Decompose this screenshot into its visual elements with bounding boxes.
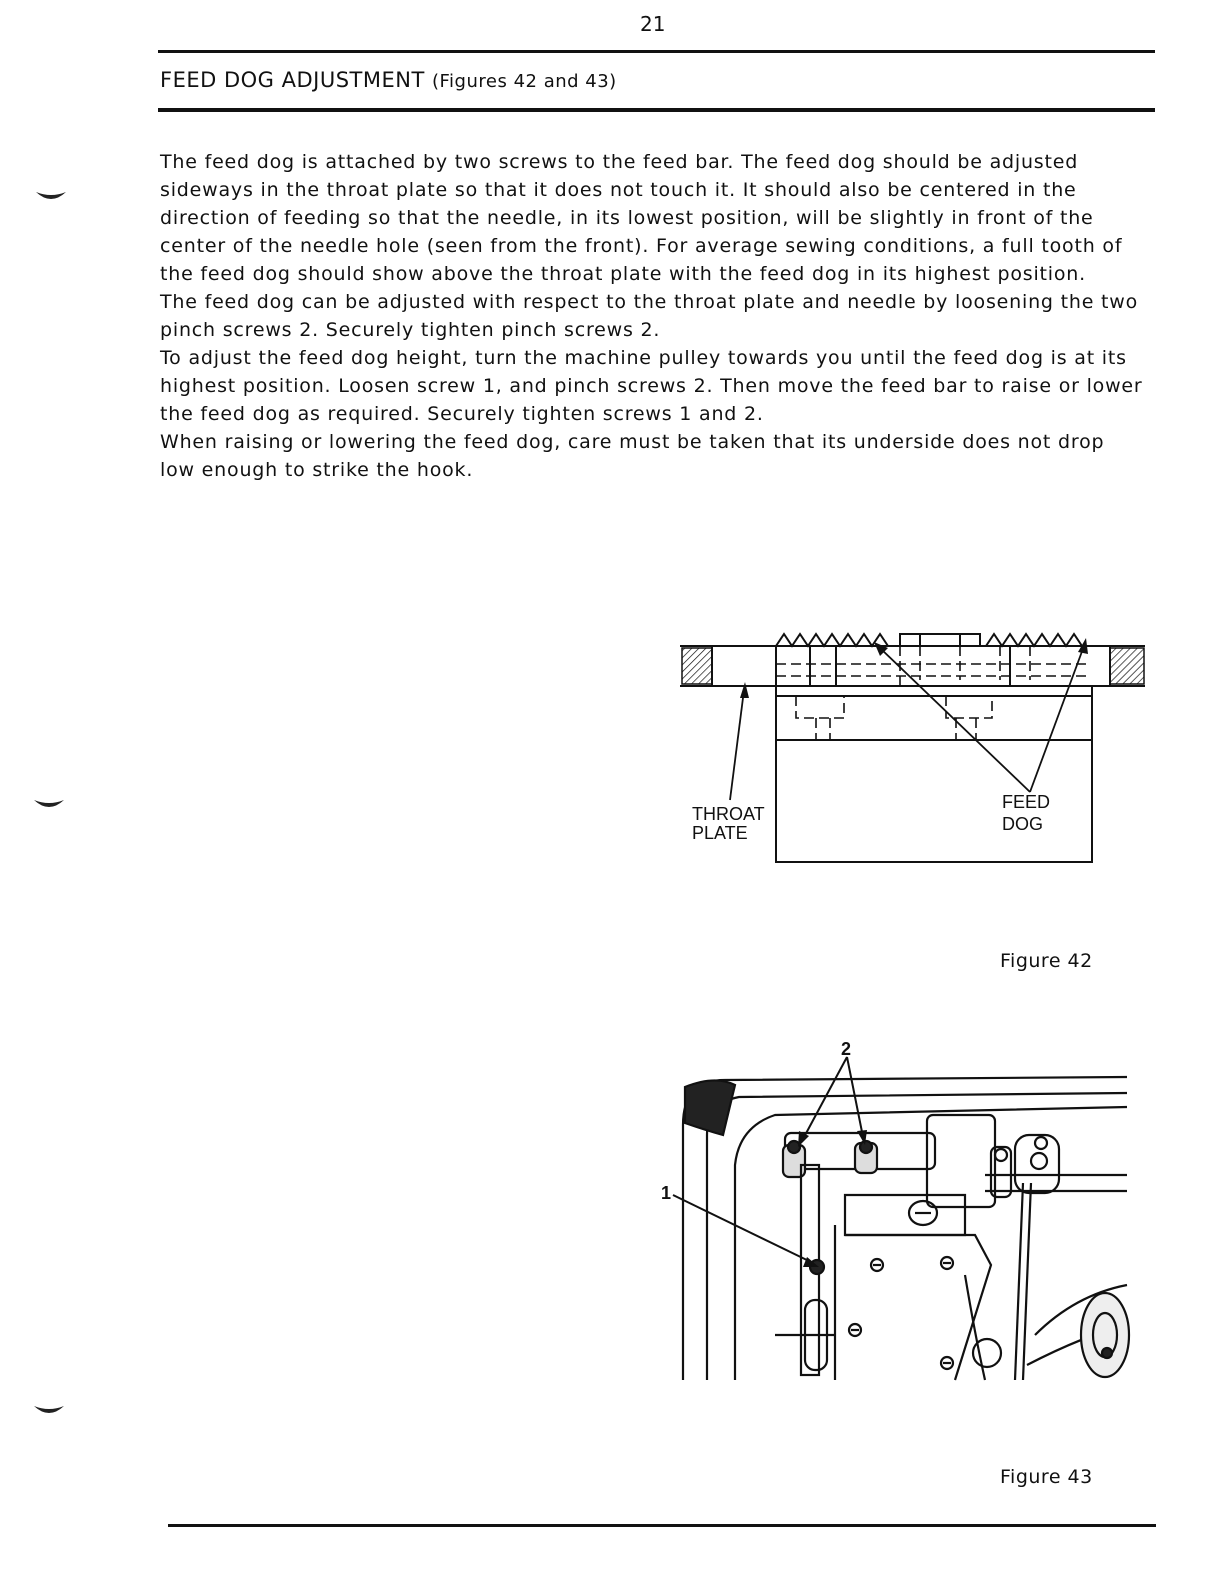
paragraph-4: When raising or lowering the feed dog, care must be taken that its underside does not drop low enough to strike the hook. <box>160 431 1105 481</box>
feed-dog-label-line2: DOG <box>1002 814 1044 834</box>
figure-43-illustration <box>655 1035 1135 1390</box>
binder-mark-3 <box>32 1402 66 1420</box>
figure-43-caption: Figure 43 <box>1000 1466 1093 1488</box>
callout-1: 1 <box>661 1183 672 1203</box>
paragraph-1: The feed dog is attached by two screws to the feed bar. The feed dog should be adjusted sideways in the throat plate so that it does not touch it. It should also be centered in the direction of feeding so that the needle, in its lowest position, will be slightly in front of the center of the needle hole (seen from the front). For average sewing conditions, a full tooth of the feed dog should show above the throat plate with the feed dog in its highest position. <box>160 151 1123 285</box>
page-number: 21 <box>640 12 666 36</box>
bottom-rule <box>168 1524 1156 1527</box>
paragraph-2: The feed dog can be adjusted with respect to the throat plate and needle by loosening the two pinch screws 2. Securely tighten pinch screws 2. <box>160 291 1139 341</box>
title-underline <box>158 108 1155 112</box>
feed-dog-label-line1: FEED <box>1002 792 1051 812</box>
paragraph-3: To adjust the feed dog height, turn the machine pulley towards you until the feed dog is at its highest position. Loosen screw 1, and pinch screws 2. Then move the feed bar to raise or lower the feed dog as required. Securely tighten screws 1 and 2. <box>160 347 1143 425</box>
body-text <box>160 148 1145 484</box>
throat-plate-label-line2: PLATE <box>692 823 748 843</box>
binder-mark-1 <box>34 188 68 206</box>
figure-42-caption: Figure 42 <box>1000 950 1093 972</box>
top-rule <box>158 50 1155 53</box>
binder-mark-2 <box>32 796 66 814</box>
section-title <box>160 68 617 92</box>
callout-2: 2 <box>841 1039 852 1059</box>
section-title-text: FEED DOG ADJUSTMENT <box>160 68 425 92</box>
figure-42-diagram <box>670 620 1160 870</box>
throat-plate-label-line1: THROAT <box>692 804 765 824</box>
section-subtitle: (Figures 42 and 43) <box>431 71 617 92</box>
